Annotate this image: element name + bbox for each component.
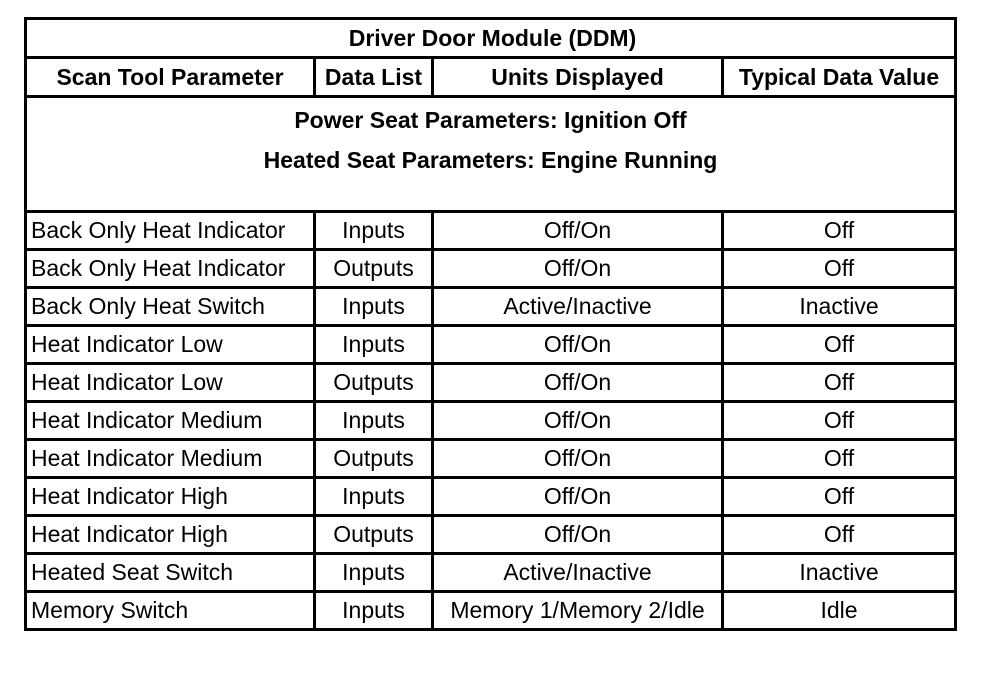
data-list-cell: Outputs [315,364,433,402]
typical-value-cell: Inactive [723,554,956,592]
typical-value-cell: Off [723,364,956,402]
typical-value-cell: Off [723,326,956,364]
table-row [26,326,956,364]
ddm-data-table [24,17,957,631]
parameter-cell: Back Only Heat Indicator [26,212,315,250]
data-list-cell: Inputs [315,288,433,326]
table-row [26,592,956,630]
table-row [26,402,956,440]
typical-value-cell: Off [723,402,956,440]
data-list-cell: Inputs [315,478,433,516]
typical-value-cell: Off [723,212,956,250]
units-cell: Memory 1/Memory 2/Idle [433,592,723,630]
section-row [26,97,956,212]
units-cell: Off/On [433,364,723,402]
units-cell: Off/On [433,516,723,554]
units-cell: Off/On [433,250,723,288]
data-list-cell: Outputs [315,516,433,554]
table-header-row [26,58,956,97]
data-list-cell: Inputs [315,212,433,250]
table-row [26,440,956,478]
parameter-cell: Heat Indicator High [26,516,315,554]
parameter-cell: Heated Seat Switch [26,554,315,592]
table-title: Driver Door Module (DDM) [26,19,956,58]
header-data-list: Data List [315,58,433,97]
typical-value-cell: Off [723,516,956,554]
section-cell [26,97,956,212]
data-list-cell: Inputs [315,592,433,630]
units-cell: Off/On [433,440,723,478]
parameter-cell: Heat Indicator Low [26,364,315,402]
parameter-cell: Heat Indicator Low [26,326,315,364]
parameter-cell: Heat Indicator High [26,478,315,516]
units-cell: Off/On [433,478,723,516]
units-cell: Active/Inactive [433,554,723,592]
typical-value-cell: Idle [723,592,956,630]
data-list-cell: Inputs [315,554,433,592]
typical-value-cell: Off [723,478,956,516]
units-cell: Off/On [433,326,723,364]
data-list-cell: Outputs [315,250,433,288]
units-cell: Off/On [433,402,723,440]
header-units-displayed: Units Displayed [433,58,723,97]
typical-value-cell: Inactive [723,288,956,326]
section-heading-power-seat: Power Seat Parameters: Ignition Off [294,107,687,133]
table-row [26,212,956,250]
header-scan-tool-parameter: Scan Tool Parameter [26,58,315,97]
data-list-cell: Inputs [315,326,433,364]
table-title-row [26,19,956,58]
section-heading-heated-seat: Heated Seat Parameters: Engine Running [263,147,718,173]
table-row [26,554,956,592]
parameter-cell: Heat Indicator Medium [26,402,315,440]
units-cell: Active/Inactive [433,288,723,326]
typical-value-cell: Off [723,440,956,478]
header-typical-data-value: Typical Data Value [723,58,956,97]
table-row [26,250,956,288]
parameter-cell: Back Only Heat Indicator [26,250,315,288]
table-row [26,516,956,554]
parameter-cell: Memory Switch [26,592,315,630]
data-list-cell: Inputs [315,402,433,440]
data-list-cell: Outputs [315,440,433,478]
parameter-cell: Back Only Heat Switch [26,288,315,326]
table-row [26,288,956,326]
typical-value-cell: Off [723,250,956,288]
units-cell: Off/On [433,212,723,250]
parameter-cell: Heat Indicator Medium [26,440,315,478]
table-row [26,478,956,516]
table-row [26,364,956,402]
